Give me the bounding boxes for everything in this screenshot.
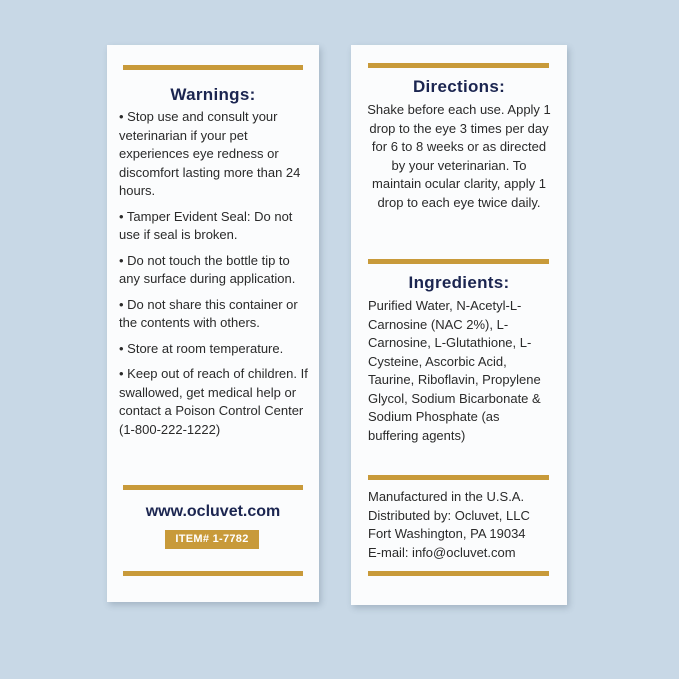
warning-item: • Keep out of reach of children. If swallowed, get medical help or contact a Poison Control Center (1-800-222-1222) xyxy=(119,366,308,437)
ingredients-text: Purified Water, N-Acetyl-L-Carnosine (NAC 2%), L-Carnosine, L-Glutathione, L-Cysteine, Ascorbic Acid, Taurine, Riboflavin, Propylene Glycol, Sodium Bicarbonate & Sodium Phosphate (as buffering agents) xyxy=(368,298,541,443)
bottom-gold-divider xyxy=(368,571,549,576)
warning-item: • Stop use and consult your veterinarian if your pet experiences eye redness or discomfort lasting more than 24 hours. xyxy=(119,109,301,198)
middle-gold-divider xyxy=(368,259,549,264)
warning-item: • Do not share this container or the contents with others. xyxy=(119,296,298,330)
website-url: www.ocluvet.com xyxy=(145,503,281,520)
warnings-list xyxy=(119,108,311,446)
ingredients-heading: Ingredients: xyxy=(408,273,510,292)
directions-text: Shake before each use. Apply 1 drop to the eye 3 times per day for 6 to 8 weeks or as directed by your veterinarian. To maintain ocular clarity, apply 1 drop to each eye twice daily. xyxy=(367,102,551,210)
warnings-heading: Warnings: xyxy=(170,85,256,104)
warning-item: • Store at room temperature. xyxy=(119,340,284,356)
distributor-line: Distributed by: Ocluvet, LLC xyxy=(368,507,530,523)
top-gold-divider xyxy=(368,63,549,68)
warning-item: • Do not touch the bottle tip to any surface during application. xyxy=(119,252,296,286)
item-number-badge: ITEM# 1-7782 xyxy=(165,530,259,549)
warning-item: • Tamper Evident Seal: Do not use if seal is broken. xyxy=(119,208,293,242)
lower-gold-divider xyxy=(368,475,549,480)
manufacturer-info xyxy=(368,488,557,562)
address-line: Fort Washington, PA 19034 xyxy=(368,526,526,541)
email-line: E-mail: info@ocluvet.com xyxy=(368,544,516,560)
manufacturer-line: Manufactured in the U.S.A. xyxy=(368,489,525,504)
directions-card xyxy=(351,45,567,605)
bottom-gold-divider xyxy=(123,571,303,576)
middle-gold-divider xyxy=(123,485,303,490)
top-gold-divider xyxy=(123,65,303,70)
directions-heading: Directions: xyxy=(412,77,506,96)
warnings-card xyxy=(107,45,319,602)
